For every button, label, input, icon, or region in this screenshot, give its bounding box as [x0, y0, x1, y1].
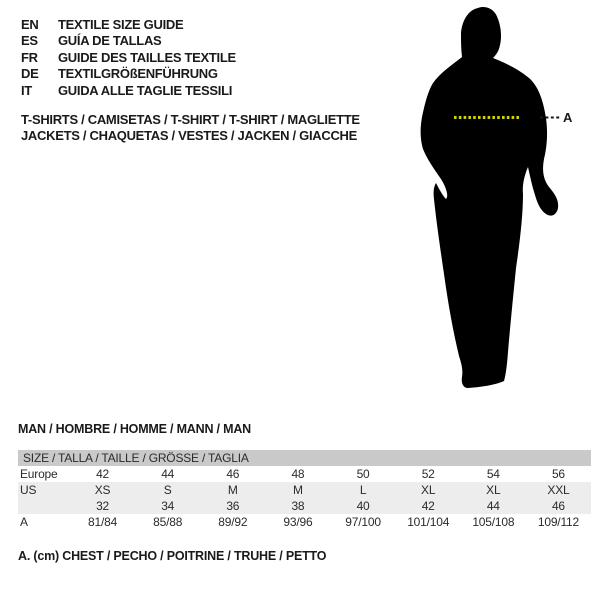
size-cell: S	[163, 483, 172, 497]
size-cell: 36	[226, 499, 240, 513]
size-cell: 44	[161, 467, 175, 481]
row-label: A	[20, 515, 28, 529]
size-cell: 46	[551, 499, 565, 513]
size-cell: 42	[96, 467, 110, 481]
row-label	[18, 498, 70, 514]
language-code: DE	[21, 66, 39, 82]
language-label: TEXTILGRÖßENFÜHRUNG	[58, 66, 218, 82]
size-cell: 89/92	[218, 515, 248, 529]
size-cell: XS	[94, 483, 111, 497]
size-cell: XXL	[547, 483, 570, 497]
size-cell: L	[359, 483, 367, 497]
size-cell: 38	[291, 499, 305, 513]
size-cell: 101/104	[407, 515, 450, 529]
language-label: TEXTILE SIZE GUIDE	[58, 17, 184, 32]
footnote-chest-legend: A. (cm) CHEST / PECHO / POITRINE / TRUHE / PETTO	[18, 549, 327, 563]
table-row-chest-a	[18, 514, 591, 530]
language-label: GUÍA DE TALLAS	[58, 33, 162, 49]
size-cell: 56	[551, 467, 565, 481]
category-line-jackets: JACKETS / CHAQUETAS / VESTES / JACKEN / GIACCHE	[21, 128, 357, 144]
size-cell: 85/88	[153, 515, 183, 529]
size-cell: 52	[421, 467, 435, 481]
language-code: ES	[21, 33, 38, 49]
size-cell: 81/84	[88, 515, 118, 529]
size-cell: 44	[486, 499, 500, 513]
measure-label-a: A	[563, 110, 573, 125]
category-line-tshirts: T-SHIRTS / CAMISETAS / T-SHIRT / T-SHIRT / MAGLIETTE	[21, 112, 360, 127]
size-cell: 40	[356, 499, 370, 513]
language-code: IT	[21, 82, 32, 98]
size-table	[18, 450, 591, 530]
size-cell: 54	[486, 467, 500, 481]
language-label: GUIDE DES TAILLES TEXTILE	[58, 49, 236, 65]
size-cell: XL	[421, 483, 436, 497]
size-cell: 32	[96, 499, 110, 513]
section-title-man: MAN / HOMBRE / HOMME / MANN / MAN	[18, 422, 251, 436]
size-cell: XL	[486, 483, 501, 497]
row-label: Europe	[20, 467, 58, 481]
size-cell: 48	[291, 467, 305, 481]
table-row-numeric	[18, 498, 591, 514]
size-cell: 97/100	[345, 515, 381, 529]
size-cell: 109/112	[537, 515, 579, 529]
language-code: EN	[21, 17, 39, 32]
size-cell: 50	[356, 467, 370, 481]
man-silhouette	[421, 7, 559, 388]
size-table-header: SIZE / TALLA / TAILLE / GRÖSSE / TAGLIA	[18, 450, 591, 466]
size-cell: 105/108	[472, 515, 515, 529]
size-cell: 93/96	[283, 515, 313, 529]
table-row-europe	[18, 466, 591, 482]
size-cell: 46	[226, 467, 240, 481]
row-label: US	[20, 483, 37, 497]
language-code: FR	[21, 49, 38, 65]
language-label: GUIDA ALLE TAGLIE TESSILI	[58, 82, 233, 98]
size-cell: M	[293, 483, 303, 497]
size-cell: 34	[161, 499, 175, 513]
size-cell: 42	[421, 499, 435, 513]
size-cell: M	[227, 483, 238, 497]
table-row-us	[18, 482, 591, 498]
